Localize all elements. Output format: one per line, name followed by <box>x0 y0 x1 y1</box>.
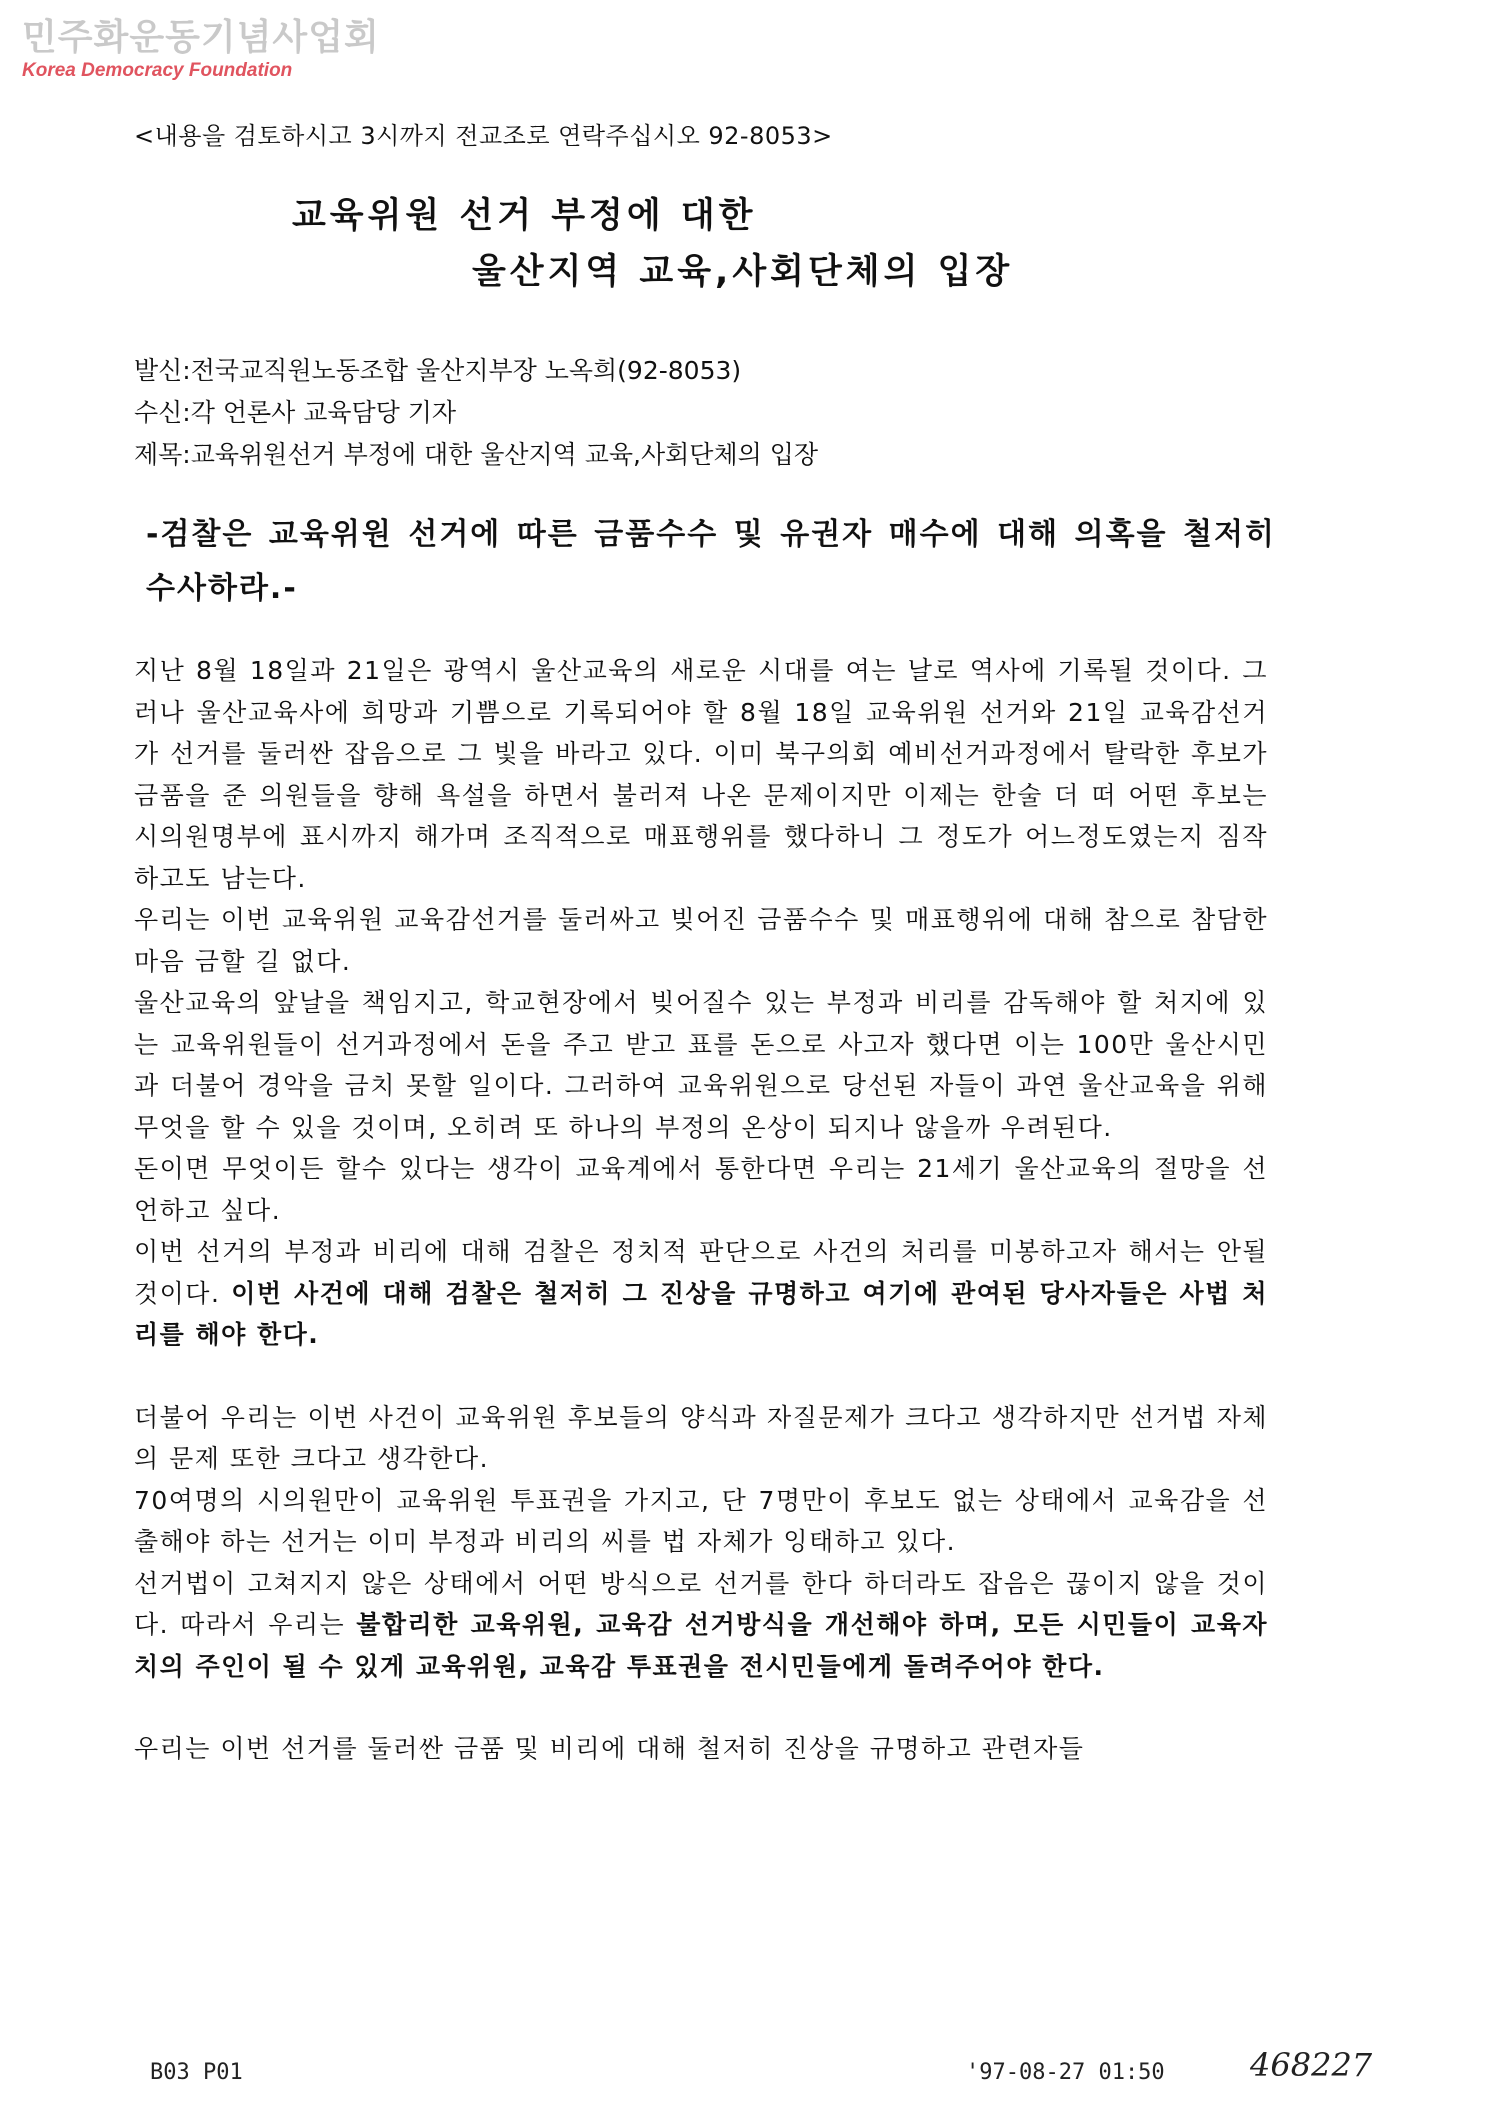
paragraph-7: 70여명의 시의원만이 교육위원 투표권을 가지고, 단 7명만이 후보도 없는 상태에서 교육감을 선출해야 하는 선거는 이미 부정과 비리의 씨를 법 자체가 잉태하고 있다. <box>134 1485 1268 1556</box>
paragraph-1: 지난 8월 18일과 21일은 광역시 울산교육의 새로운 시대를 여는 날로 역사에 기록될 것이다. 그러나 울산교육사에 희망과 기쁨으로 기록되어야 할 8월 18일 교육위원 선거와 21일 교육감선거가 선거를 둘러싼 잡음으로 그 빛을 바라고 있다. 이미 북구의회 예비선거과정에서 탈락한 후보가 금품을 준 의원들을 향해 욕설을 하면서 불러져 나온 문제이지만 이제는 한술 더 떠 어떤 후보는 시의원명부에 표시까지 해가며 조직적으로 매표행위를 했다하니 그 정도가 어느정도였는지 짐작하고도 남는다. <box>134 656 1268 893</box>
review-notice: <내용을 검토하시고 3시까지 전교조로 연락주십시오 92-8053> <box>134 122 833 150</box>
sender-line: 발신:전국교직원노동조합 울산지부장 노옥희(92-8053) <box>134 356 742 385</box>
document-body <box>134 650 1268 1770</box>
paragraph-4: 돈이면 무엇이든 할수 있다는 생각이 교육계에서 통한다면 우리는 21세기 울산교육의 절망을 선언하고 싶다. <box>134 1154 1268 1225</box>
paragraph-9: 우리는 이번 선거를 둘러싼 금품 및 비리에 대해 철저히 진상을 규명하고 관련자들 <box>134 1734 1085 1763</box>
document-title-line2: 울산지역 교육,사회단체의 입장 <box>472 252 1014 292</box>
watermark-korean: 민주화운동기념사업회 <box>22 17 380 58</box>
watermark-english: Korea Democracy Foundation <box>22 60 293 81</box>
recipient-line: 수신:각 언론사 교육담당 기자 <box>134 398 457 427</box>
paragraph-2: 우리는 이번 교육위원 교육감선거를 둘러싸고 빚어진 금품수수 및 매표행위에 대해 참으로 참담한 마음 금할 길 없다. <box>134 905 1268 976</box>
fax-timestamp: '97-08-27 01:50 <box>966 2060 1165 2085</box>
watermark-logo <box>22 18 380 82</box>
paragraph-5-text: 이번 선거의 부정과 비리에 대해 검찰은 정치적 판단으로 사건의 처리를 미봉하고자 해서는 안될 것이다. <box>134 1237 1268 1308</box>
fax-page-marker: B03 P01 <box>150 2060 243 2085</box>
paragraph-6: 더불어 우리는 이번 사건이 교육위원 후보들의 양식과 자질문제가 크다고 생각하지만 선거법 자체의 문제 또한 크다고 생각한다. <box>134 1402 1268 1473</box>
paragraph-8-text: 선거법이 고쳐지지 않은 상태에서 어떤 방식으로 선거를 한다 하더라도 잡음은 끊이지 않을 것이다. 따라서 우리는 <box>134 1568 1268 1639</box>
paragraph-8 <box>134 1563 1268 1688</box>
paragraph-3: 울산교육의 앞날을 책임지고, 학교현장에서 빚어질수 있는 부정과 비리를 감독해야 할 처지에 있는 교육위원들이 선거과정에서 돈을 주고 받고 표를 돈으로 사고자 했다면 이는 100만 울산시민과 더불어 경악을 금치 못할 일이다. 그러하여 교육위원으로 당선된 자들이 과연 울산교육을 위해 무엇을 할 수 있을 것이며, 오히려 또 하나의 부정의 온상이 되지나 않을까 우려된다. <box>134 988 1268 1142</box>
handwritten-doc-number: 468227 <box>1250 2046 1373 2084</box>
document-subtitle: -검찰은 교육위원 선거에 따른 금품수수 및 유권자 매수에 대해 의혹을 철저히 수사하라.- <box>146 517 1276 606</box>
paragraph-5-emphasis: 이번 사건에 대해 검찰은 철저히 그 진상을 규명하고 여기에 관여된 당사자들은 사법 처리를 해야 한다. <box>134 1278 1268 1349</box>
paragraph-5 <box>134 1231 1268 1356</box>
document-meta <box>134 350 818 476</box>
subject-line: 제목:교육위원선거 부정에 대한 울산지역 교육,사회단체의 입장 <box>134 440 819 469</box>
paragraph-8-emphasis: 불합리한 교육위원, 교육감 선거방식을 개선해야 하며, 모든 시민들이 교육자치의 주인이 될 수 있게 교육위원, 교육감 투표권을 전시민들에게 돌려주어야 한다. <box>134 1610 1268 1681</box>
document-title-line1: 교육위원 선거 부정에 대한 <box>292 196 757 236</box>
